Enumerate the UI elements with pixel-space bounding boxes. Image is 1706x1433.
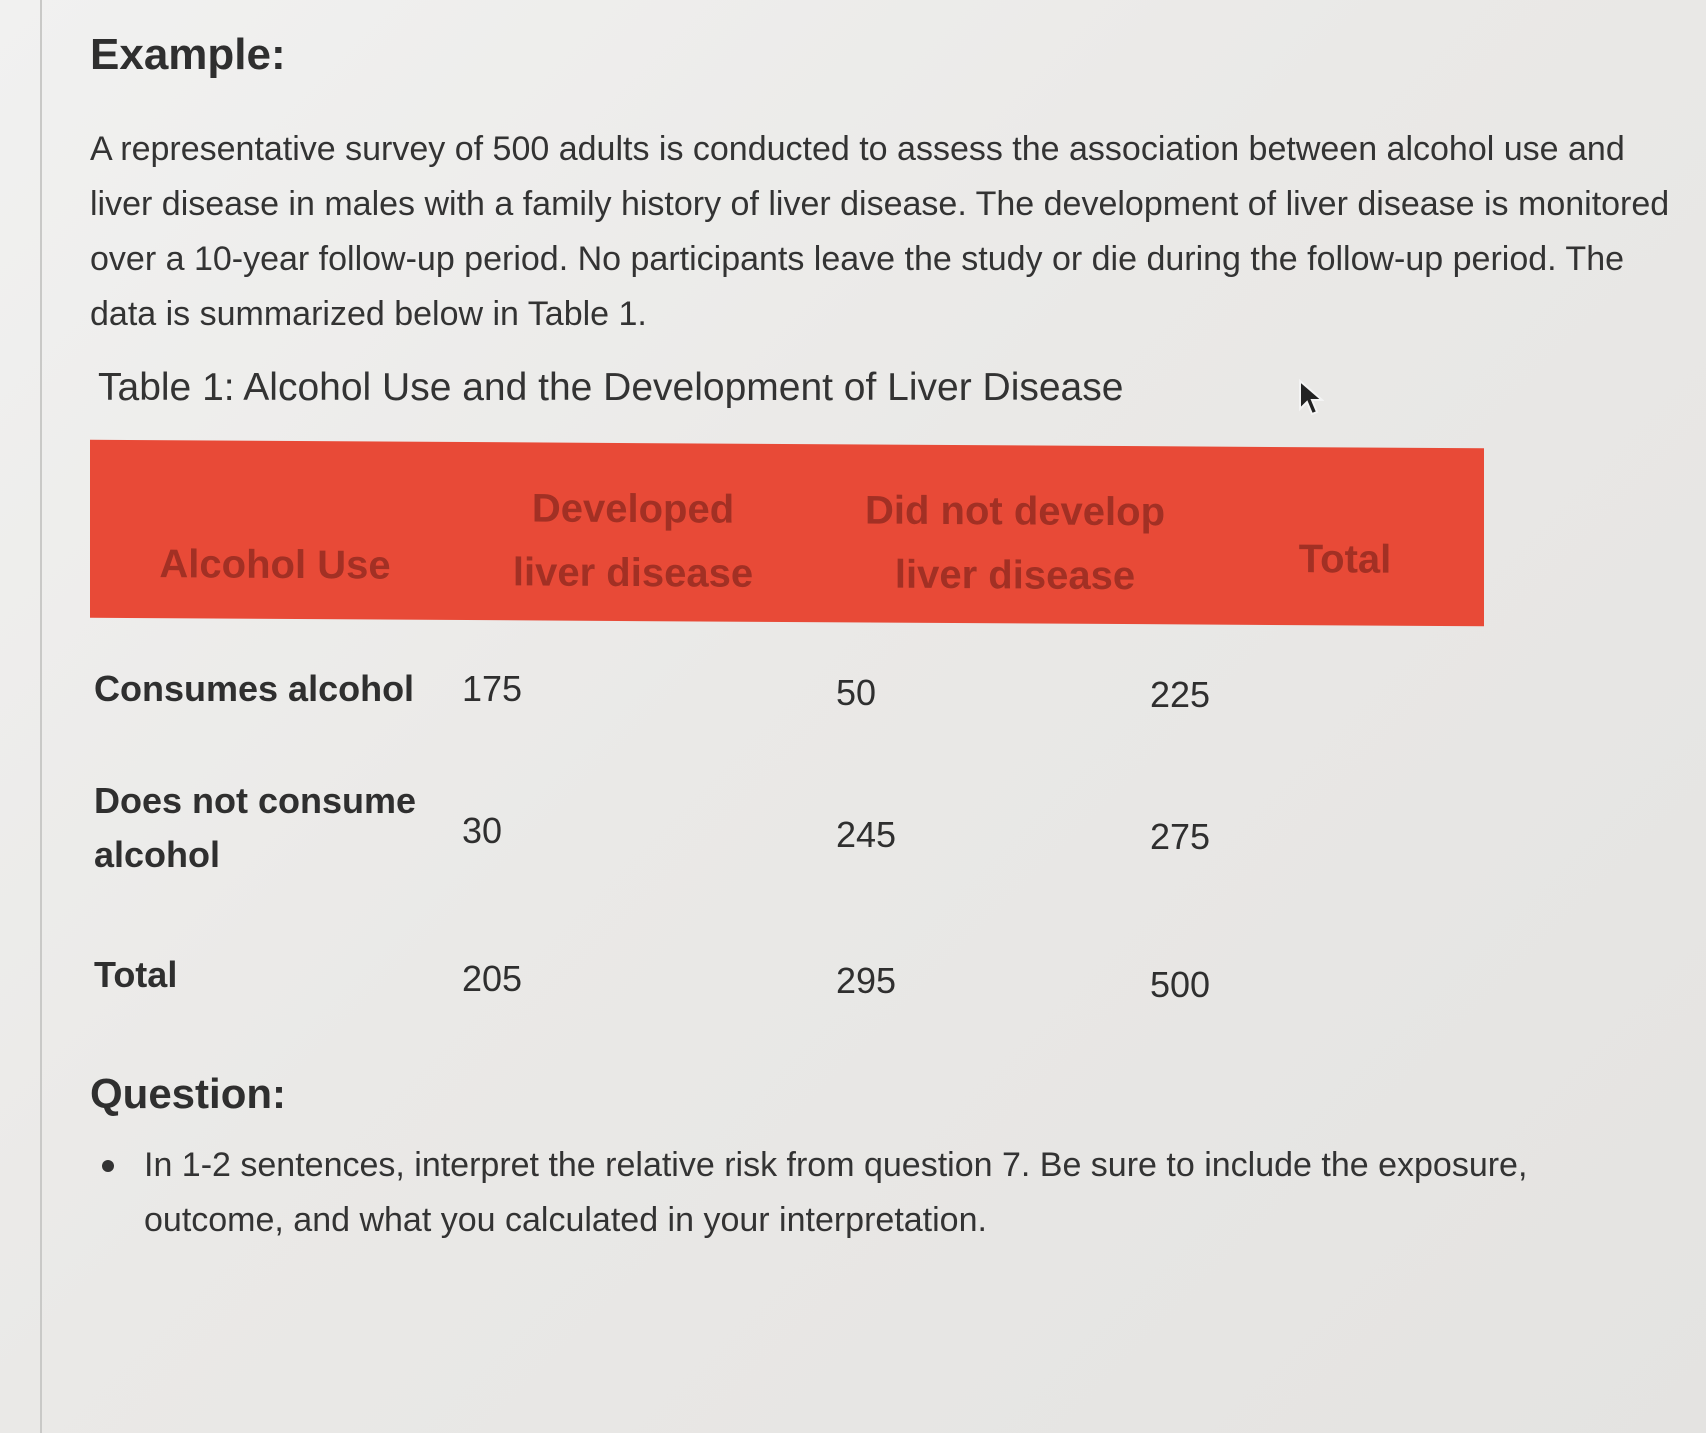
cell-developed: 205 bbox=[462, 958, 523, 999]
question-list bbox=[90, 1138, 1650, 1248]
header-developed-line2: liver disease bbox=[512, 550, 754, 596]
header-alcohol-use: Alcohol Use bbox=[159, 542, 391, 588]
cell-developed: 30 bbox=[462, 810, 503, 851]
cell-not-developed: 295 bbox=[836, 960, 897, 1001]
cell-total: 500 bbox=[1150, 964, 1211, 1005]
cell-not-developed: 50 bbox=[836, 672, 877, 713]
content-page bbox=[90, 30, 1690, 1239]
mouse-pointer-icon bbox=[1298, 379, 1324, 417]
header-did-not-develop-liver-disease bbox=[845, 478, 1185, 608]
header-not-developed-line2: liver disease bbox=[894, 552, 1136, 599]
cell-total: 275 bbox=[1150, 816, 1211, 857]
cell-total: 225 bbox=[1150, 674, 1211, 715]
cell-not-developed: 245 bbox=[836, 814, 897, 855]
header-developed-liver-disease bbox=[508, 476, 758, 606]
question-text: In 1-2 sentences, interpret the relative risk from question 7. Be sure to include the exposure, outcome, and what you calculated in your interpretation. bbox=[144, 1146, 1528, 1239]
table-caption: Table 1: Alcohol Use and the Development of Liver Disease bbox=[98, 366, 1124, 409]
header-total: Total bbox=[1298, 537, 1392, 582]
bullet-icon bbox=[102, 1160, 114, 1172]
cell-developed: 175 bbox=[462, 668, 523, 709]
question-heading: Question: bbox=[90, 1070, 286, 1117]
intro-paragraph: A representative survey of 500 adults is conducted to assess the association between alcohol use and liver disease in males with a family history of liver disease. The development of liver disease is monitored over a 10-year follow-up period. No participants leave the study or die during the follow-up period. The data is summarized below in Table 1. bbox=[90, 130, 1670, 333]
row-label: Total bbox=[94, 954, 178, 995]
example-heading: Example: bbox=[90, 30, 286, 79]
header-developed-line1: Developed bbox=[531, 486, 735, 532]
table-header-row bbox=[90, 440, 1484, 627]
left-border-rule bbox=[40, 0, 42, 1433]
list-item bbox=[90, 1138, 1650, 1248]
row-label: Consumes alcohol bbox=[94, 668, 415, 709]
row-label: Does not consume alcohol bbox=[94, 780, 417, 875]
header-not-developed-line1: Did not develop bbox=[865, 488, 1165, 535]
